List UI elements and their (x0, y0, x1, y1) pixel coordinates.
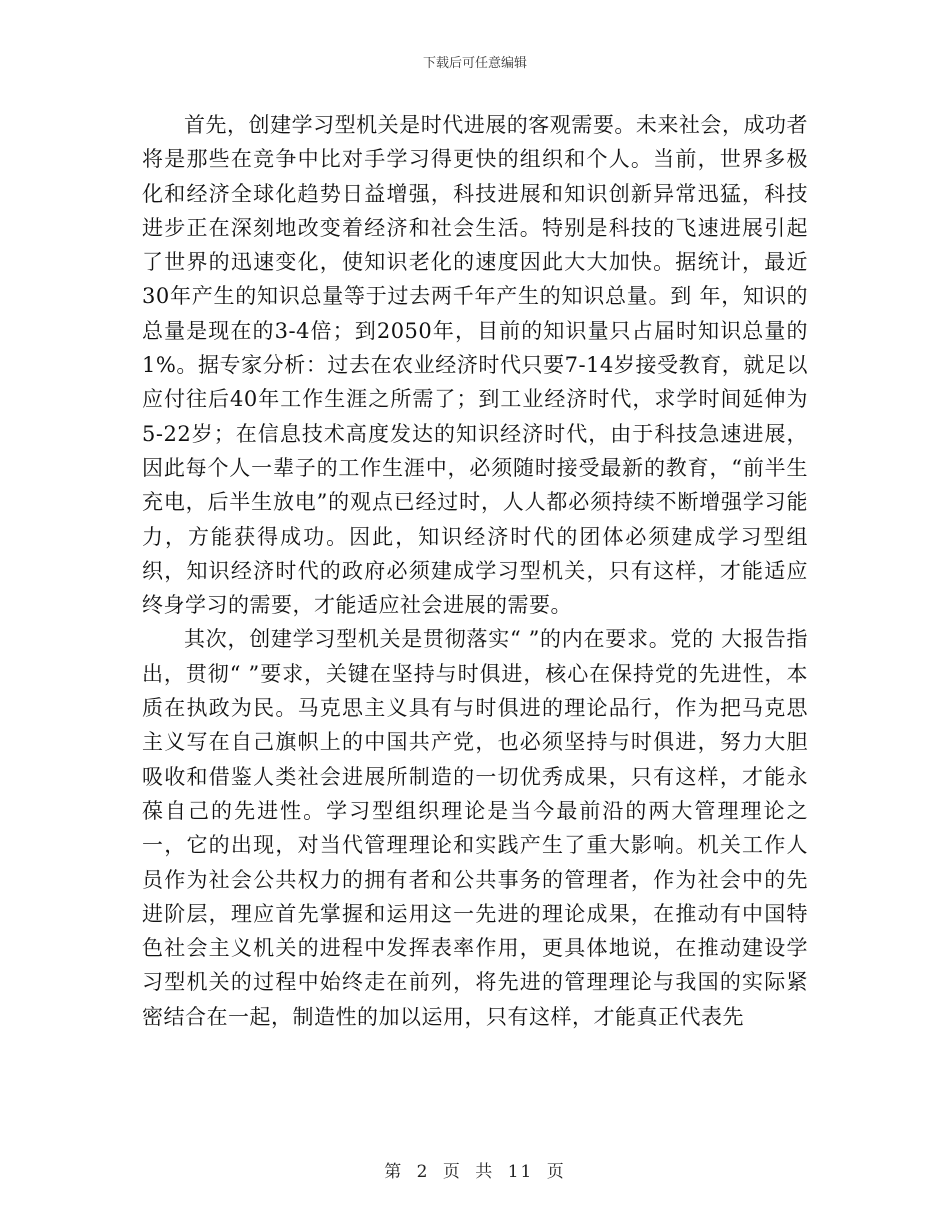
document-body (142, 108, 808, 1034)
paragraph-2: 其次，创建学习型机关是贯彻落实“ ”的内在要求。党的 大报告指出，贯彻“ ”要求，关键在坚持与时俱进，核心在保持党的先进性，本质在执政为民。马克思主义具有与时俱进的理论品行，作为把马克思主义写在自己旗帜上的中国共产党，也必须坚持与时俱进，努力大胆吸收和借鉴人类社会进展所制造的一切优秀成果，只有这样，才能永葆自己的先进性。学习型组织理论是当今最前沿的两大管理理论之一，它的出现，对当代管理理论和实践产生了重大影响。机关工作人员作为社会公共权力的拥有者和公共事务的管理者，作为社会中的先进阶层，理应首先掌握和运用这一先进的理论成果，在推动有中国特色社会主义机关的进程中发挥表率作用，更具体地说，在推动建设学习型机关的过程中始终走在前列，将先进的管理理论与我国的实际紧密结合在一起，制造性的加以运用，只有这样，才能真正代表先 (142, 627, 808, 1029)
page-number-footer: 第 2 页 共 11 页 (384, 1162, 566, 1182)
header-note: 下载后可任意编辑 (422, 56, 527, 71)
paragraph-1: 首先，创建学习型机关是时代进展的客观需要。未来社会，成功者将是那些在竞争中比对手学习得更快的组织和个人。当前，世界多极化和经济全球化趋势日益增强，科技进展和知识创新异常迅猛，科技进步正在深刻地改变着经济和社会生活。特别是科技的飞速进展引起了世界的迅速变化，使知识老化的速度因此大大加快。据统计，最近30年产生的知识总量等于过去两千年产生的知识总量。到 年，知识的总量是现在的3-4倍；到2050年，目前的知识量只占届时知识总量的1%。据专家分析：过去在农业经济时代只要7-14岁接受教育，就足以应付往后40年工作生涯之所需了；到工业经济时代，求学时间延伸为5-22岁；在信息技术高度发达的知识经济时代，由于科技急速进展，因此每个人一辈子的工作生涯中，必须随时接受最新的教育，“前半生充电，后半生放电”的观点已经过时，人人都必须持续不断增强学习能力，方能获得成功。因此，知识经济时代的团体必须建成学习型组织，知识经济时代的政府必须建成学习型机关，只有这样，才能适应终身学习的需要，才能适应社会进展的需要。 (142, 113, 808, 618)
